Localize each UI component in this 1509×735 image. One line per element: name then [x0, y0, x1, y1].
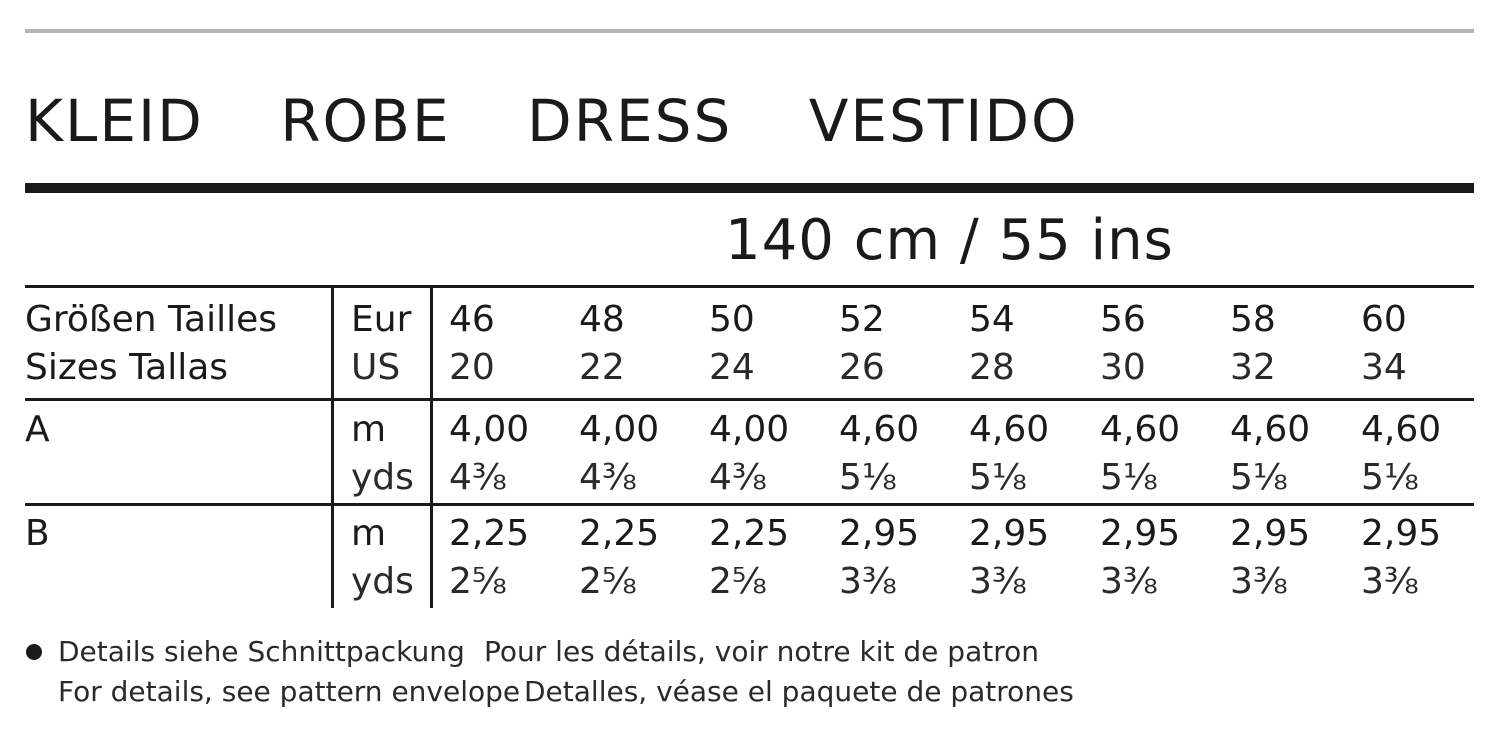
view-b-yards-cell: 2⅝	[579, 561, 637, 602]
view-b-meters-cell: 2,25	[449, 513, 530, 554]
view-b-yards-cell: 3⅜	[1361, 561, 1419, 602]
unit-column-divider	[430, 286, 433, 608]
us-label: US	[351, 347, 401, 388]
view-a-unit-yds: yds	[351, 457, 414, 498]
size-us-cell: 20	[449, 347, 495, 388]
size-label-line2: Sizes Tallas	[25, 347, 229, 388]
view-a-meters-cell: 4,00	[449, 409, 530, 450]
label-column-divider	[331, 286, 334, 608]
view-a-meters-cell: 4,00	[709, 409, 790, 450]
view-b-yards-cell: 3⅜	[1100, 561, 1158, 602]
view-b-yards-cell: 2⅝	[449, 561, 507, 602]
view-a-yards-cell: 5⅛	[1230, 457, 1288, 498]
view-b-yards-cell: 3⅜	[969, 561, 1027, 602]
view-b-meters-cell: 2,95	[969, 513, 1050, 554]
note-de: Details siehe Schnittpackung	[58, 635, 465, 668]
view-b-label: B	[25, 513, 50, 554]
view-a-label: A	[25, 409, 50, 450]
eur-label: Eur	[351, 299, 412, 340]
fabric-width-label: 140 cm / 55 ins	[725, 208, 1174, 273]
size-us-cell: 22	[579, 347, 625, 388]
view-a-meters-cell: 4,00	[579, 409, 660, 450]
note-en: For details, see pattern envelope	[58, 675, 521, 708]
title-underline	[25, 183, 1474, 193]
page-title	[25, 87, 1135, 155]
top-divider	[25, 29, 1474, 33]
view-b-yards-cell: 3⅜	[1230, 561, 1288, 602]
bullet-icon	[26, 644, 42, 660]
view-a-meters-cell: 4,60	[839, 409, 920, 450]
size-us-cell: 32	[1230, 347, 1276, 388]
table-row-rule	[25, 503, 1474, 506]
size-eur-cell: 50	[709, 299, 755, 340]
size-us-cell: 26	[839, 347, 885, 388]
view-b-yards-cell: 2⅝	[709, 561, 767, 602]
size-eur-cell: 54	[969, 299, 1015, 340]
view-a-yards-cell: 5⅛	[969, 457, 1027, 498]
view-a-yards-cell: 5⅛	[1361, 457, 1419, 498]
view-b-meters-cell: 2,95	[839, 513, 920, 554]
size-eur-cell: 58	[1230, 299, 1276, 340]
view-a-meters-cell: 4,60	[1100, 409, 1181, 450]
size-eur-cell: 46	[449, 299, 495, 340]
view-a-unit-m: m	[351, 409, 387, 450]
view-a-yards-cell: 4⅜	[449, 457, 507, 498]
size-eur-cell: 52	[839, 299, 885, 340]
size-us-cell: 30	[1100, 347, 1146, 388]
size-label-line1: Größen Tailles	[25, 299, 278, 340]
size-us-cell: 24	[709, 347, 755, 388]
view-b-unit-m: m	[351, 513, 387, 554]
size-us-cell: 34	[1361, 347, 1407, 388]
view-b-meters-cell: 2,95	[1100, 513, 1181, 554]
title-en: DRESS	[527, 87, 733, 155]
title-es: VESTIDO	[808, 87, 1079, 155]
view-a-yards-cell: 5⅛	[1100, 457, 1158, 498]
view-b-meters-cell: 2,25	[579, 513, 660, 554]
view-b-meters-cell: 2,95	[1361, 513, 1442, 554]
title-de: KLEID	[25, 87, 204, 155]
note-es: Detalles, véase el paquete de patrones	[524, 675, 1074, 708]
table-top-rule	[25, 285, 1474, 288]
view-a-meters-cell: 4,60	[969, 409, 1050, 450]
note-fr: Pour les détails, voir notre kit de patron	[484, 635, 1039, 668]
view-a-meters-cell: 4,60	[1230, 409, 1311, 450]
title-fr: ROBE	[280, 87, 451, 155]
size-eur-cell: 56	[1100, 299, 1146, 340]
table-header-rule	[25, 398, 1474, 401]
view-a-yards-cell: 4⅜	[709, 457, 767, 498]
size-eur-cell: 60	[1361, 299, 1407, 340]
size-us-cell: 28	[969, 347, 1015, 388]
view-b-meters-cell: 2,95	[1230, 513, 1311, 554]
size-eur-cell: 48	[579, 299, 625, 340]
view-b-yards-cell: 3⅜	[839, 561, 897, 602]
view-a-meters-cell: 4,60	[1361, 409, 1442, 450]
view-b-unit-yds: yds	[351, 561, 414, 602]
view-a-yards-cell: 5⅛	[839, 457, 897, 498]
view-b-meters-cell: 2,25	[709, 513, 790, 554]
view-a-yards-cell: 4⅜	[579, 457, 637, 498]
